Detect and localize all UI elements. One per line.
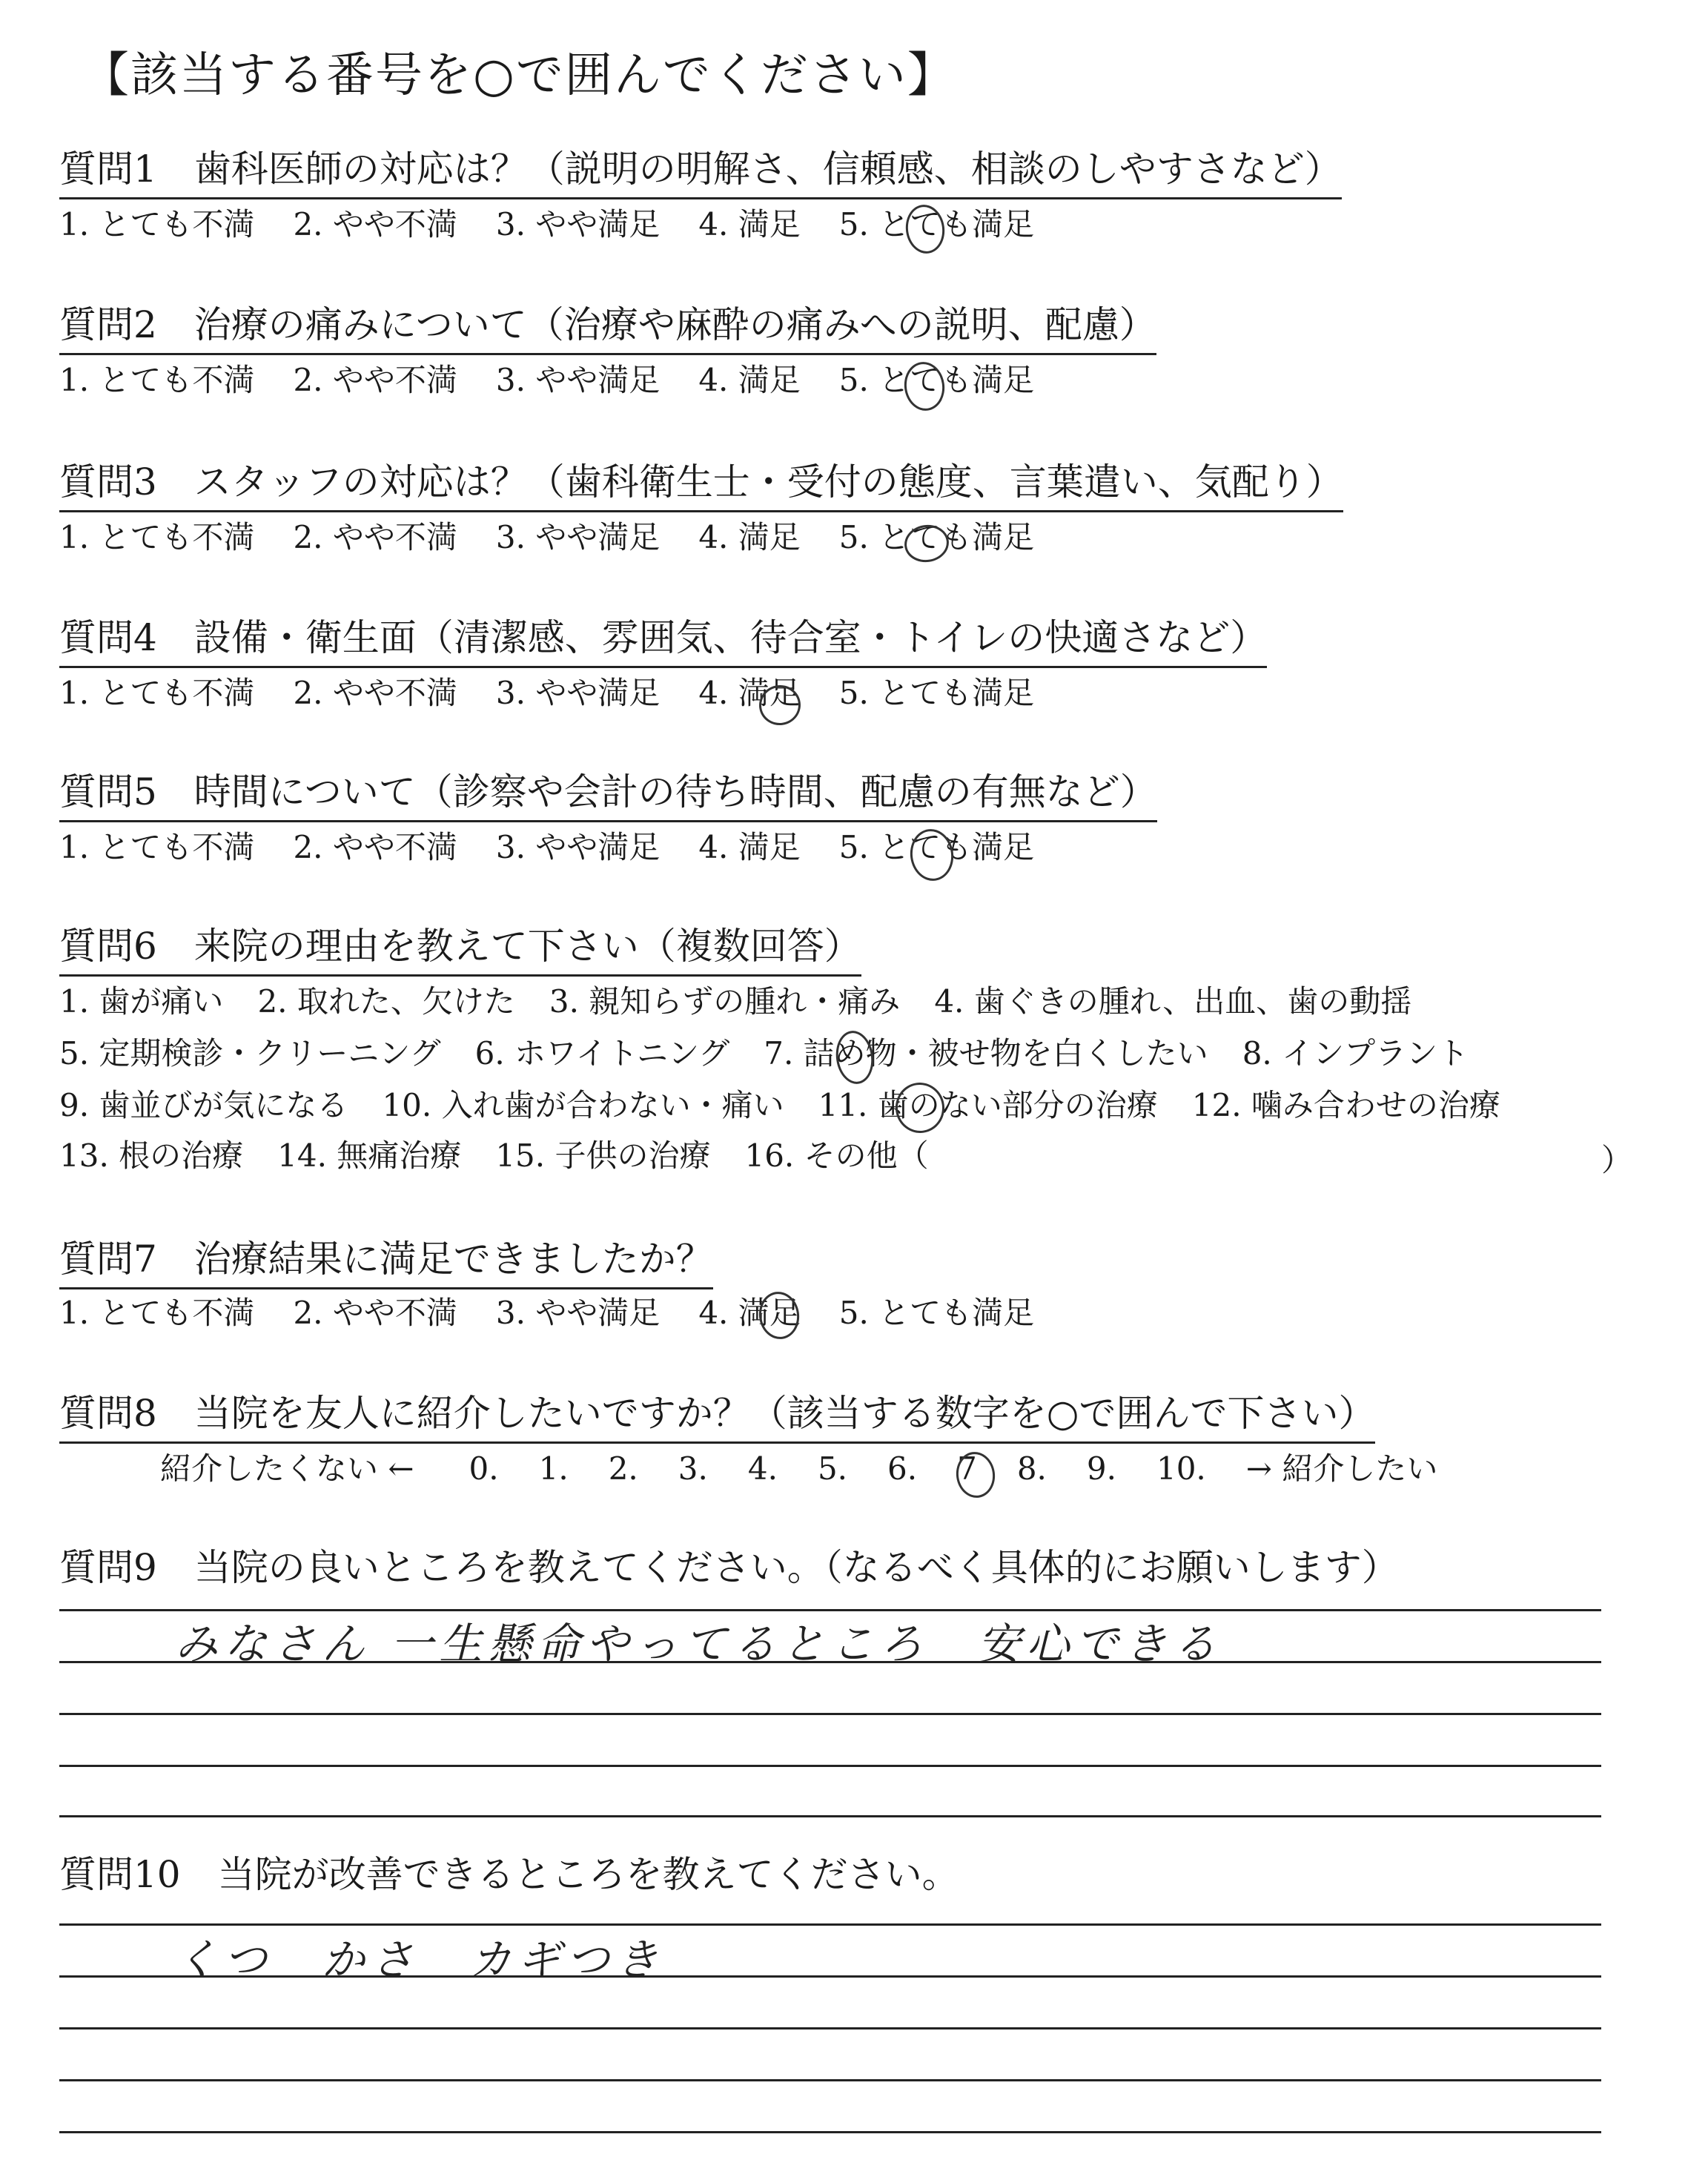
reason-option[interactable]: 11. 歯のない部分の治療 (818, 1087, 1158, 1123)
option-5[interactable]: 5. とても満足 (838, 829, 1035, 865)
reason-option[interactable]: 4. 歯ぐきの腫れ、出血、歯の動揺 (934, 983, 1412, 1020)
question-6-title: 質問6 来院の理由を教えて下さい（複数回答） (59, 922, 861, 977)
option-3[interactable]: 3. やや満足 (495, 1295, 661, 1331)
question-10-title: 質問10 当院が改善できるところを教えてください。 (59, 1853, 959, 1896)
scale-option[interactable]: 10. (1156, 1450, 1206, 1487)
option-2[interactable]: 2. やや不満 (293, 829, 457, 865)
option-1[interactable]: 1. とても不満 (59, 1295, 255, 1331)
reason-row-4 (59, 1136, 963, 1176)
question-9-title: 質問9 当院の良いところを教えてください。（なるべく具体的にお願いします） (59, 1546, 1399, 1589)
option-2[interactable]: 2. やや不満 (293, 519, 457, 555)
option-5[interactable]: 5. とても満足 (838, 519, 1035, 555)
question-7-title: 質問7 治療結果に満足できましたか？ (59, 1235, 713, 1289)
answer-line (59, 1815, 1601, 1817)
recommend-scale (160, 1449, 1477, 1489)
question-5-title: 質問5 時間について（診察や会計の待ち時間、配慮の有無など） (59, 768, 1157, 822)
question-4-title: 質問4 設備・衛生面（清潔感、雰囲気、待合室・トイレの快適さなど） (59, 614, 1267, 668)
question-3-title: 質問3 スタッフの対応は？（歯科衛生士・受付の態度、言葉遣い、気配り） (59, 458, 1343, 512)
scale-option[interactable]: 5. (817, 1450, 848, 1487)
option-1[interactable]: 1. とても不満 (59, 675, 255, 711)
reason-option[interactable]: 12. 噛み合わせの治療 (1191, 1087, 1500, 1123)
scale-option[interactable]: 1. (538, 1450, 569, 1487)
option-5[interactable]: 5. とても満足 (838, 362, 1035, 398)
reason-row-1 (59, 982, 1446, 1022)
reason-option[interactable]: 8. インプラント (1242, 1035, 1469, 1071)
question-8-title: 質問8 当院を友人に紹介したいですか？（該当する数字を○で囲んで下さい） (59, 1390, 1375, 1444)
option-4[interactable]: 4. 満足 (698, 675, 801, 711)
option-3[interactable]: 3. やや満足 (495, 206, 661, 242)
option-4[interactable]: 4. 満足 (698, 1295, 801, 1331)
option-1[interactable]: 1. とても不満 (59, 519, 255, 555)
reason-row-3 (59, 1086, 1535, 1126)
answer-line (59, 2027, 1601, 2029)
other-close-paren: ） (1601, 1142, 1633, 1178)
improvement-answer[interactable]: くつ かさ カギつき (175, 1935, 665, 1985)
option-2[interactable]: 2. やや不満 (293, 206, 457, 242)
answer-line (59, 2131, 1601, 2133)
reason-option[interactable]: 10. 入れ歯が合わない・痛い (382, 1087, 784, 1123)
option-4[interactable]: 4. 満足 (698, 829, 801, 865)
option-3[interactable]: 3. やや満足 (495, 362, 661, 398)
option-4[interactable]: 4. 満足 (698, 362, 801, 398)
scale-option[interactable]: 2. (608, 1450, 638, 1487)
scale-option[interactable]: 8. (1016, 1450, 1047, 1487)
option-2[interactable]: 2. やや不満 (293, 1295, 457, 1331)
option-1[interactable]: 1. とても不満 (59, 206, 255, 242)
scale-option[interactable]: 7 (957, 1450, 977, 1487)
good-points-answer[interactable]: みなさん 一生懸命やってるところ 安心できる (175, 1619, 1222, 1669)
option-4[interactable]: 4. 満足 (698, 206, 801, 242)
option-1[interactable]: 1. とても不満 (59, 362, 255, 398)
scale-option[interactable]: 6. (887, 1450, 918, 1487)
option-3[interactable]: 3. やや満足 (495, 829, 661, 865)
reason-option[interactable]: 3. 親知らずの腫れ・痛み (549, 983, 901, 1020)
reason-option[interactable]: 9. 歯並びが気になる (59, 1087, 348, 1123)
scale-option[interactable]: 9. (1086, 1450, 1116, 1487)
option-1[interactable]: 1. とても不満 (59, 829, 255, 865)
question-4-options (59, 673, 1073, 713)
scale-left-label: 紹介したくない ← (160, 1450, 414, 1487)
question-7-options (59, 1293, 1073, 1333)
form-header: 【該当する番号を○で囲んでください】 (82, 48, 956, 103)
option-3[interactable]: 3. やや満足 (495, 519, 661, 555)
scale-option[interactable]: 4. (747, 1450, 778, 1487)
scale-right-label: → 紹介したい (1245, 1450, 1438, 1487)
option-4[interactable]: 4. 満足 (698, 519, 801, 555)
reason-option[interactable]: 1. 歯が痛い (59, 983, 224, 1020)
option-5[interactable]: 5. とても満足 (838, 206, 1035, 242)
reason-option[interactable]: 5. 定期検診・クリーニング (59, 1035, 441, 1071)
answer-line (59, 2079, 1601, 2081)
scale-option[interactable]: 0. (469, 1450, 499, 1487)
reason-option[interactable]: 6. ホワイトニング (474, 1035, 730, 1071)
reason-option[interactable]: 14. 無痛治療 (277, 1137, 462, 1174)
reason-option[interactable]: 16. その他（ (744, 1137, 929, 1174)
reason-option[interactable]: 13. 根の治療 (59, 1137, 244, 1174)
question-1-title: 質問1 歯科医師の対応は？（説明の明解さ、信頼感、相談のしやすさなど） (59, 145, 1342, 199)
option-5[interactable]: 5. とても満足 (838, 675, 1035, 711)
option-3[interactable]: 3. やや満足 (495, 675, 661, 711)
answer-line (59, 1713, 1601, 1715)
option-5[interactable]: 5. とても満足 (838, 1295, 1035, 1331)
reason-option[interactable]: 7. 詰め物・被せ物を白くしたい (764, 1035, 1208, 1071)
reason-option[interactable]: 2. 取れた、欠けた (257, 983, 515, 1020)
question-2-title: 質問2 治療の痛みについて（治療や麻酔の痛みへの説明、配慮） (59, 301, 1156, 355)
option-2[interactable]: 2. やや不満 (293, 675, 457, 711)
reason-option[interactable]: 15. 子供の治療 (495, 1137, 711, 1174)
option-2[interactable]: 2. やや不満 (293, 362, 457, 398)
scale-option[interactable]: 3. (678, 1450, 708, 1487)
reason-row-2 (59, 1034, 1503, 1074)
answer-line (59, 1765, 1601, 1767)
